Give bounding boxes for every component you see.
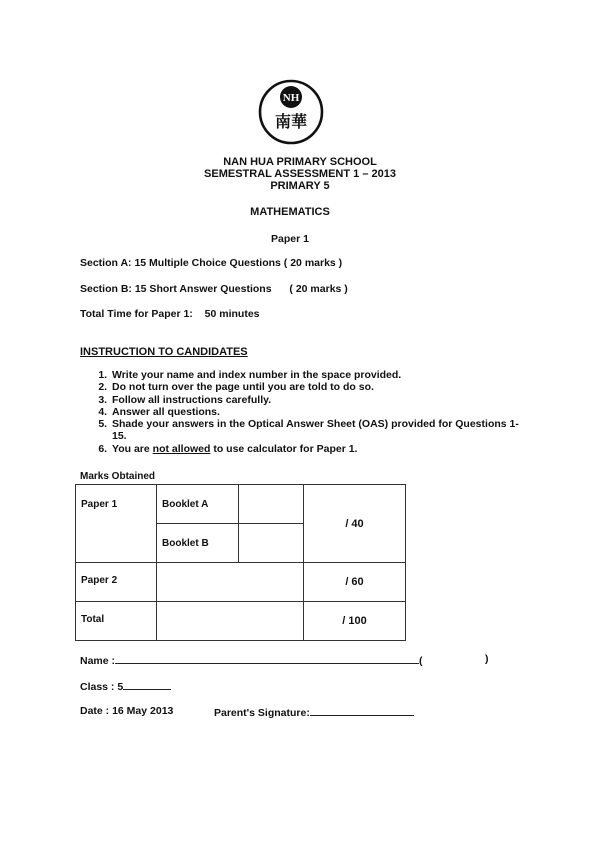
grand-total: / 100 [304, 602, 406, 641]
paper2-label: Paper 2 [76, 563, 157, 602]
booklet-a-score-cell [239, 485, 304, 524]
logo-letters: NH [282, 92, 300, 104]
signature-row [214, 705, 414, 719]
name-row [80, 653, 423, 667]
instruction-item: 2. Do not turn over the page until you are told to do so. [110, 381, 530, 393]
total-time-label: Total Time for Paper 1: [80, 308, 193, 320]
date-label: Date : 16 May 2013 [80, 705, 174, 717]
logo-chinese: 南華 [274, 112, 308, 131]
school-name: NAN HUA PRIMARY SCHOOL [223, 156, 377, 168]
paper1-label: Paper 1 [76, 485, 157, 563]
section-b-text: Section B: 15 Short Answer Questions [80, 283, 272, 295]
marks-table [75, 484, 406, 641]
instructions-list [92, 369, 530, 455]
name-open-paren: ( [419, 655, 423, 667]
instruction-item: 3. Follow all instructions carefully. [110, 394, 530, 406]
section-a: Section A: 15 Multiple Choice Questions ( 20 marks ) [80, 257, 343, 269]
booklet-a-label: Booklet A [157, 485, 239, 524]
not-allowed-text: not allowed [152, 442, 211, 455]
class-label: Class : 5 [80, 681, 124, 693]
instruction-item: 5. Shade your answers in the Optical Answer Sheet (OAS) provided for Questions 1-15. [110, 418, 530, 443]
paper2-score-cell [157, 563, 304, 602]
name-line [115, 653, 419, 664]
total-time-value: 50 minutes [204, 308, 260, 320]
school-logo [257, 78, 325, 146]
total-score-cell [157, 602, 304, 641]
instruction-item: 1. Write your name and index number in the space provided. [110, 369, 530, 381]
signature-label: Parent's Signature: [214, 707, 310, 719]
marks-title: Marks Obtained [80, 471, 156, 482]
name-close-paren: ) [485, 653, 489, 665]
instructions-title: INSTRUCTION TO CANDIDATES [80, 346, 248, 358]
instruction-item: 6. You are not allowed to use calculator for Paper 1. [110, 443, 530, 455]
paper1-total: / 40 [304, 485, 406, 563]
booklet-b-label: Booklet B [157, 524, 239, 563]
total-label: Total [76, 602, 157, 641]
paper2-total: / 60 [304, 563, 406, 602]
total-time [80, 308, 260, 320]
level: PRIMARY 5 [270, 180, 330, 192]
class-line [123, 679, 171, 690]
instruction-item: 4. Answer all questions. [110, 406, 530, 418]
signature-line [310, 705, 414, 716]
assessment-title: SEMESTRAL ASSESSMENT 1 – 2013 [204, 168, 396, 180]
class-row [80, 679, 171, 693]
name-label: Name : [80, 655, 116, 667]
booklet-b-score-cell [239, 524, 304, 563]
section-b [80, 283, 348, 295]
section-b-marks: ( 20 marks ) [289, 283, 348, 295]
paper-label: Paper 1 [271, 233, 309, 245]
subject: MATHEMATICS [250, 206, 330, 218]
